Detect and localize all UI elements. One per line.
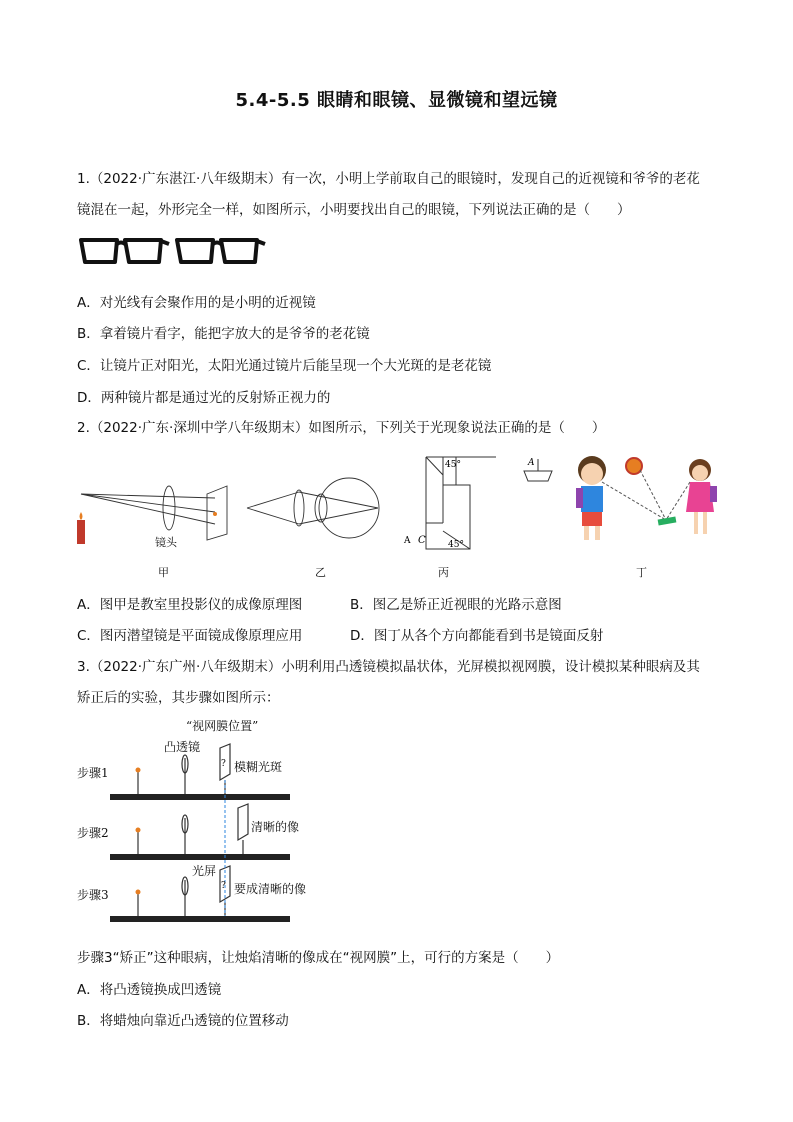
- label-ding: 丁: [636, 566, 647, 579]
- label-step3: 步骤3: [77, 888, 109, 902]
- label-bing: 丙: [438, 566, 449, 579]
- q3-stem-line1: 3.（2022·广东广州·八年级期末）小明利用凸透镜模拟晶状体，光屏模拟视网膜，设计模拟某种眼病及其: [77, 659, 700, 675]
- page-title: 5.4-5.5 眼睛和眼镜、显微镜和望远镜: [235, 90, 558, 111]
- q2-stem: 2.（2022·广东·深圳中学八年级期末）如图所示，下列关于光现象说法正确的是（ ）: [77, 420, 606, 436]
- label-step2: 步骤2: [77, 826, 109, 840]
- q1-option-c: C．让镜片正对阳光，太阳光通过镜片后能呈现一个大光斑的是老花镜: [77, 358, 492, 374]
- label-blur: 模糊光斑: [234, 760, 283, 774]
- q1-stem-line1: 1.（2022·广东湛江·八年级期末）有一次，小明上学前取自己的眼镜时，发现自己的近视镜和爷爷的老花: [77, 171, 700, 187]
- label-point-a2: A: [528, 458, 535, 468]
- q2-option-d: D．图丁从各个方向都能看到书是镜面反射: [350, 628, 604, 644]
- figure-bing: [398, 455, 503, 552]
- label-retina-position: “视网膜位置”: [186, 719, 259, 733]
- q1-option-d: D．两种镜片都是通过光的反射矫正视力的: [77, 390, 331, 406]
- label-convex-lens: 凸透镜: [164, 740, 201, 754]
- label-want-clear: 要成清晰的像: [234, 882, 307, 896]
- q3-option-b: B．将蜡烛向靠近凸透镜的位置移动: [77, 1013, 289, 1029]
- label-clear: 清晰的像: [251, 820, 300, 834]
- q1-option-a: A．对光线有会聚作用的是小明的近视镜: [77, 295, 316, 311]
- label-yi: 乙: [315, 566, 326, 579]
- q2-option-b: B．图乙是矫正近视眼的光路示意图: [350, 597, 562, 613]
- label-angle-top: 45°: [445, 460, 461, 470]
- glasses-icon: [77, 232, 267, 270]
- label-step1: 步骤1: [77, 766, 109, 780]
- periscope-object: [520, 455, 558, 485]
- label-screen: 光屏: [192, 864, 217, 878]
- label-point-c: C: [418, 535, 426, 546]
- q2-option-a: A．图甲是教室里投影仪的成像原理图: [77, 597, 303, 613]
- q2-option-c: C．图丙潜望镜是平面镜成像原理应用: [77, 628, 303, 644]
- q3-option-a: A．将凸透镜换成凹透镜: [77, 982, 222, 998]
- figure-yi: [245, 470, 385, 550]
- q1-stem-line2: 镜混在一起，外形完全一样，如图所示，小明要找出自己的眼镜，下列说法正确的是（ ）: [77, 202, 631, 218]
- label-jia: 甲: [158, 566, 169, 579]
- label-q-step3: ?: [221, 881, 226, 891]
- q1-option-b: B．拿着镜片看字，能把字放大的是爷爷的老花镜: [77, 326, 370, 342]
- label-point-a: A: [404, 536, 411, 546]
- q3-stem-line2: 矫正后的实验，其步骤如图所示：: [77, 690, 280, 706]
- label-angle-bottom: 45°: [448, 540, 464, 550]
- figure-ding: [572, 450, 737, 550]
- label-lens: 镜头: [155, 536, 177, 549]
- q3-question: 步骤3“矫正”这种眼病，让烛焰清晰的像成在“视网膜”上，可行的方案是（ ）: [77, 950, 560, 966]
- label-q-step1: ?: [221, 759, 226, 769]
